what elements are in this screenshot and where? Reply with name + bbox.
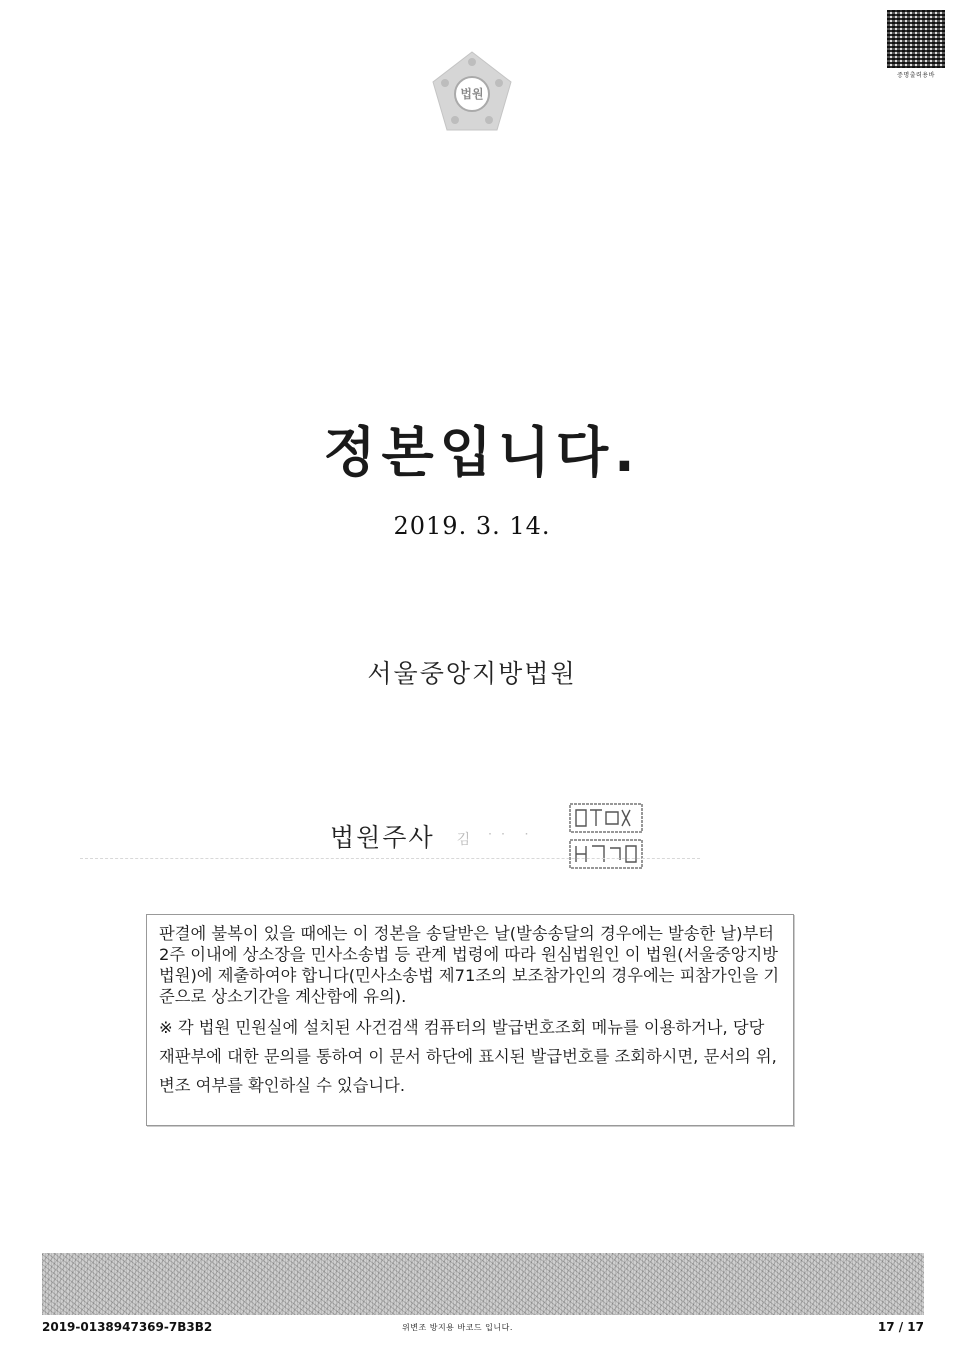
appeal-notice-text: 판결에 불복이 있을 때에는 이 정본을 송달받은 날(발송송달의 경우에는 발송한 날)부터 2주 이내에 상소장을 민사소송법 등 관계 법령에 따라 원심법원인 이 법원(서울중앙지방법원)에 제출하여야 합니다(민사소송법 제71조의 보조참가인의 경우에는 피참가인을 기준으로 상소기간을 계산함에 유의). xyxy=(159,924,780,1006)
divider xyxy=(80,858,700,860)
page-footer xyxy=(42,1320,924,1336)
issue-date: 2019. 3. 14. xyxy=(393,512,551,540)
clerk-title: 법원주사 xyxy=(330,823,435,852)
page-number: 17 / 17 xyxy=(877,1320,924,1334)
issue-number: 2019-0138947369-7B3B2 xyxy=(42,1320,213,1334)
court-seal xyxy=(566,800,646,872)
court-emblem xyxy=(427,48,517,136)
barcode-note: 위변조 방지용 바코드 입니다. xyxy=(402,1323,513,1332)
seal-stamp-icon xyxy=(566,800,646,872)
document-title: 정본입니다. xyxy=(323,421,641,484)
verification-qr xyxy=(887,10,945,80)
clerk-name: 김 ˙˙ ˙ xyxy=(456,832,536,848)
verification-notice-text: ※ 각 법원 민원실에 설치된 사건검색 컴퓨터의 발급번호조회 메뉴를 이용하거나, 당당 재판부에 대한 문의를 통하여 이 문서 하단에 표시된 발급번호를 조회하시면, 문서의 위,변조 여부를 확인하실 수 있습니다. xyxy=(159,1018,777,1095)
qr-code-icon xyxy=(887,10,945,68)
emblem-label: 법원 xyxy=(460,87,484,101)
court-name: 서울중앙지방법원 xyxy=(367,659,577,688)
anti-forgery-barcode xyxy=(42,1253,924,1315)
clerk-signature-line xyxy=(330,818,536,854)
qr-label: 증명출력용바 xyxy=(897,72,935,79)
appeal-notice-box xyxy=(146,914,794,1126)
